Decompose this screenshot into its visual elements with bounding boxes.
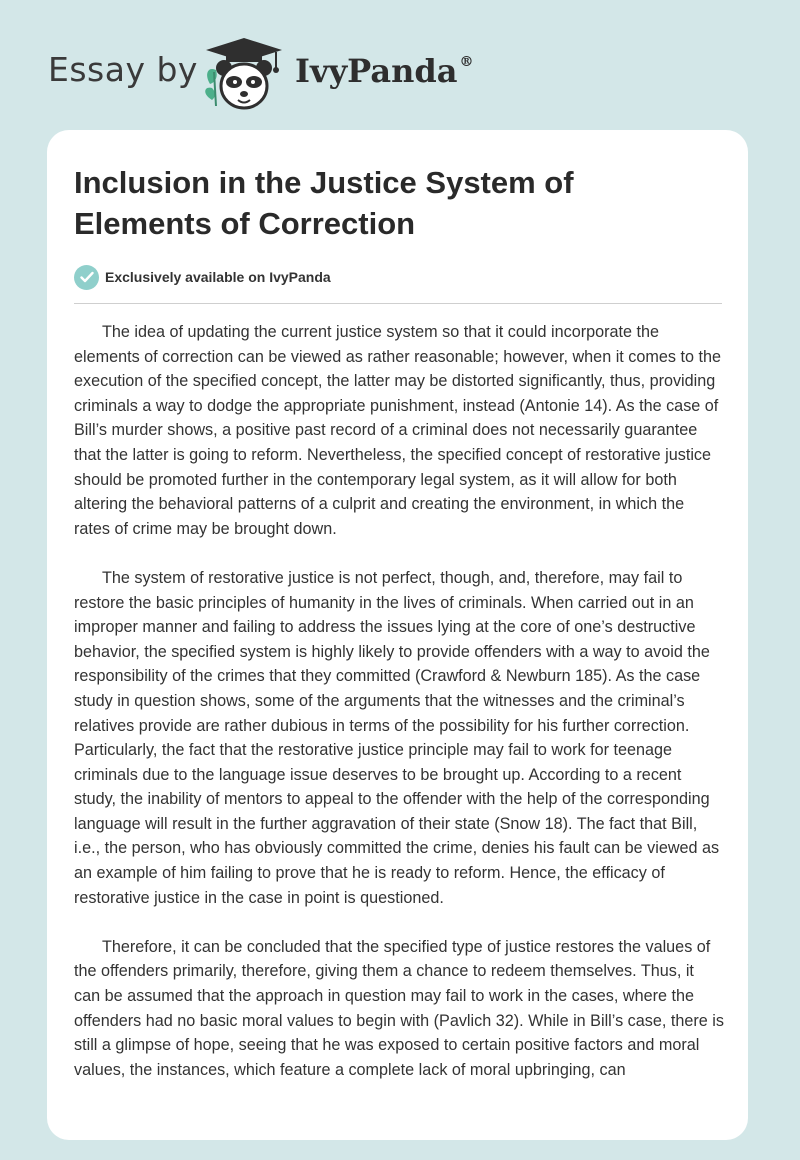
essay-by-label: Essay by [48,50,198,89]
title-divider [74,303,722,304]
panda-graduate-icon[interactable] [202,34,286,112]
article-body [74,320,724,1107]
brand-logo[interactable] [295,52,473,90]
check-icon [74,265,99,290]
registered-mark: ® [459,54,474,70]
exclusive-badge-label: Exclusively available on IvyPanda [105,269,331,285]
paragraph: The idea of updating the current justice system so that it could incorporate the elements of correction can be viewed as rather reasonable; however, when it comes to the execution of the specified concept, the latter may be distorted significantly, thus, providing criminals a way to dodge the appropriate punishment, instead (Antonie 14). As the case of Bill’s murder shows, a positive past record of a criminal does not necessarily guarantee that the latter is going to reform. Nevertheless, the specified concept of restorative justice should be promoted further in the contemporary legal system, as it will allow for both altering the behavioral patterns of a culprit and creating the environment, in which the rates of crime may be brought down. [74,323,721,538]
exclusive-badge [74,264,331,290]
article-card [47,130,748,1140]
brand-name: IvyPanda [295,52,458,90]
paragraph: Therefore, it can be concluded that the specified type of justice restores the values of the offenders primarily, therefore, giving them a chance to redeem themselves. Thus, it can be assumed that the approach in question may fail to work in the cases, where the offenders had no basic moral values to begin with (Pavlich 32). While in Bill’s case, there is still a glimpse of hope, seeing that he was exposed to certain positive factors and moral values, the instances, which feature a complete lack of moral upbringing, can [74,937,724,1079]
paragraph: The system of restorative justice is not perfect, though, and, therefore, may fail to restore the basic principles of humanity in the lives of criminals. When carried out in an improper manner and failing to address the issues lying at the core of one’s destructive behavior, the specified system is highly likely to provide offenders with a way to avoid the responsibility of the crimes that they committed (Crawford & Newburn 185). As the case study in question shows, some of the arguments that the witnesses and the criminal’s relatives provide are rather dubious in terms of the possibility for his further correction. Particularly, the fact that the restorative justice principle may fail to work for teenage criminals due to the language issue deserves to be brought up. According to a recent study, the inability of mentors to appeal to the offender with the help of the corresponding language will result in the further aggravation of their state (Snow 18). The fact that Bill, i.e., the person, who has obviously committed the crime, denies his fault can be viewed as an example of him failing to prove that he is ready to reform. Hence, the efficacy of restorative justice in the case in point is questioned. [74,568,720,907]
site-header [0,0,800,130]
page-title: Inclusion in the Justice System of Elements of Correction [74,165,574,241]
